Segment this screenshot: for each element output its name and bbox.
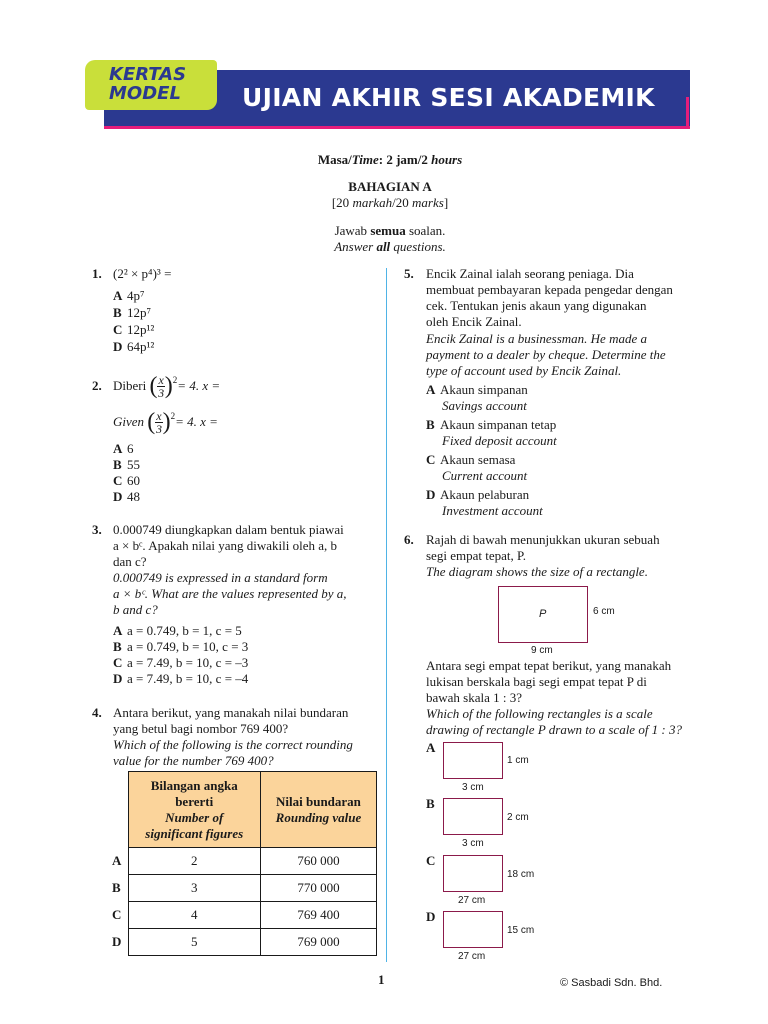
option-b-height: 2 cm xyxy=(507,812,529,823)
question-text-bm: Rajah di bawah menunjukkan ukuran sebuah segi empat tepat, P. xyxy=(426,532,660,563)
option-c: C Akaun semasa xyxy=(426,452,516,467)
option-c-label: C xyxy=(426,853,436,868)
question-prompt-bm: Antara segi empat tepat berikut, yang manakah lukisan berskala bagi segi empat tepat P di bawah skala 1 : 3? xyxy=(426,658,672,705)
option-b: B 55 xyxy=(113,457,140,472)
table-header-row xyxy=(109,772,377,848)
exam-time: Masa/Time: 2 jam/2 hours xyxy=(317,152,463,167)
section-marks: [20 markah/20 marks] xyxy=(331,195,449,210)
option-d: D Akaun pelaburan xyxy=(426,487,530,502)
option-d-label: D xyxy=(426,909,436,924)
question-number: 3. xyxy=(92,522,102,537)
page-number: 1 xyxy=(378,972,385,987)
rectangle-p-height: 6 cm xyxy=(593,606,615,617)
question-text-bm: Antara berikut, yang manakah nilai bundaran yang betul bagi nombor 769 400? xyxy=(113,705,349,736)
rectangle-p-width: 9 cm xyxy=(531,645,553,656)
option-d-width: 27 cm xyxy=(458,951,486,962)
table-row: D 5 769 000 xyxy=(109,929,377,956)
option-b-label: B xyxy=(426,796,435,811)
question-number: 2. xyxy=(92,378,102,393)
question-text-en: The diagram shows the size of a rectangle. xyxy=(426,564,648,579)
table-header-blank xyxy=(109,772,128,848)
option-a-label: A xyxy=(426,740,436,755)
option-c-en: Current account xyxy=(442,468,528,483)
question-text-bm: Encik Zainal ialah seorang peniaga. Dia membuat pembayaran kepada pengedar dengan cek. Tentukan jenis akaun yang digunakan oleh Encik Zainal. xyxy=(426,266,673,329)
fraction-x-over-3: ( x 3 ) xyxy=(149,372,173,400)
option-a: A 4p⁷ xyxy=(113,288,145,303)
option-b-en: Fixed deposit account xyxy=(442,433,557,448)
header-accent-line-vertical xyxy=(686,97,689,129)
badge-line-2: MODEL xyxy=(109,83,181,104)
question-number: 1. xyxy=(92,266,102,281)
rounding-table xyxy=(109,771,377,956)
copyright: © Sasbadi Sdn. Bhd. xyxy=(560,977,663,989)
page-title: UJIAN AKHIR SESI AKADEMIK xyxy=(242,83,655,112)
option-c: C 12p¹² xyxy=(113,322,155,337)
option-b: B a = 0.749, b = 10, c = 3 xyxy=(113,639,249,654)
question-number: 5. xyxy=(404,266,414,281)
table-row: C 4 769 400 xyxy=(109,902,377,929)
instruction-en: Answer all questions. xyxy=(334,239,446,254)
section-title: BAHAGIAN A xyxy=(348,179,432,194)
question-stem-en: Given ( x 3 ) $^2$ = 4. x = xyxy=(113,408,218,436)
rectangle-p xyxy=(498,586,588,643)
question-number: 4. xyxy=(92,705,102,720)
option-b-width: 3 cm xyxy=(462,838,484,849)
option-a-height: 1 cm xyxy=(507,755,529,766)
option-a-en: Savings account xyxy=(442,398,527,413)
kertas-model-badge xyxy=(85,60,217,110)
option-c-height: 18 cm xyxy=(507,869,535,880)
question-text-en: Encik Zainal is a businessman. He made a payment to a dealer by cheque. Determine the type of account used by Encik Zainal. xyxy=(426,331,666,378)
option-a-width: 3 cm xyxy=(462,782,484,793)
header-significant-figures: Bilangan angka bererti Number of significant figures xyxy=(128,772,260,848)
option-c: C a = 7.49, b = 10, c = –3 xyxy=(113,655,249,670)
question-prompt-en: Which of the following rectangles is a scale drawing of rectangle P drawn to a scale of 1 : 3? xyxy=(426,706,683,737)
column-divider xyxy=(386,268,387,962)
option-b-rectangle xyxy=(443,798,503,835)
question-number: 6. xyxy=(404,532,414,547)
header-accent-line xyxy=(104,126,690,129)
table-row: B 3 770 000 xyxy=(109,875,377,902)
option-b: B Akaun simpanan tetap xyxy=(426,417,557,432)
question-text-bm: 0.000749 diungkapkan dalam bentuk piawai a × bᶜ. Apakah nilai yang diwakili oleh a, b dan c? xyxy=(113,522,344,569)
badge-line-1: KERTAS xyxy=(109,64,187,85)
option-a: A 6 xyxy=(113,441,134,456)
fraction-x-over-3: ( x 3 ) xyxy=(147,408,171,436)
option-d-rectangle xyxy=(443,911,503,948)
instruction-bm: Jawab semua soalan. xyxy=(334,223,446,238)
question-stem-bm: Diberi ( x 3 ) $^2$ = 4. x = xyxy=(113,372,221,400)
table-row: A 2 760 000 xyxy=(109,848,377,875)
option-c-width: 27 cm xyxy=(458,895,486,906)
option-a-rectangle xyxy=(443,742,503,779)
rectangle-p-label: P xyxy=(539,608,547,620)
header-rounding-value: Nilai bundaran Rounding value xyxy=(260,772,376,848)
option-d: D 48 xyxy=(113,489,140,504)
option-d-en: Investment account xyxy=(442,503,543,518)
option-c: C 60 xyxy=(113,473,140,488)
question-stem: (2² × p⁴)³ = xyxy=(113,266,172,281)
option-d-height: 15 cm xyxy=(507,925,535,936)
option-a: A a = 0.749, b = 1, c = 5 xyxy=(113,623,242,638)
option-b: B 12p⁷ xyxy=(113,305,152,320)
question-text-en: 0.000749 is expressed in a standard form a × bᶜ. What are the values represented by a, b and c? xyxy=(113,570,347,617)
option-a: A Akaun simpanan xyxy=(426,382,528,397)
option-d: D a = 7.49, b = 10, c = –4 xyxy=(113,671,249,686)
question-text-en: Which of the following is the correct rounding value for the number 769 400? xyxy=(113,737,353,768)
option-c-rectangle xyxy=(443,855,503,892)
option-d: D 64p¹² xyxy=(113,339,155,354)
